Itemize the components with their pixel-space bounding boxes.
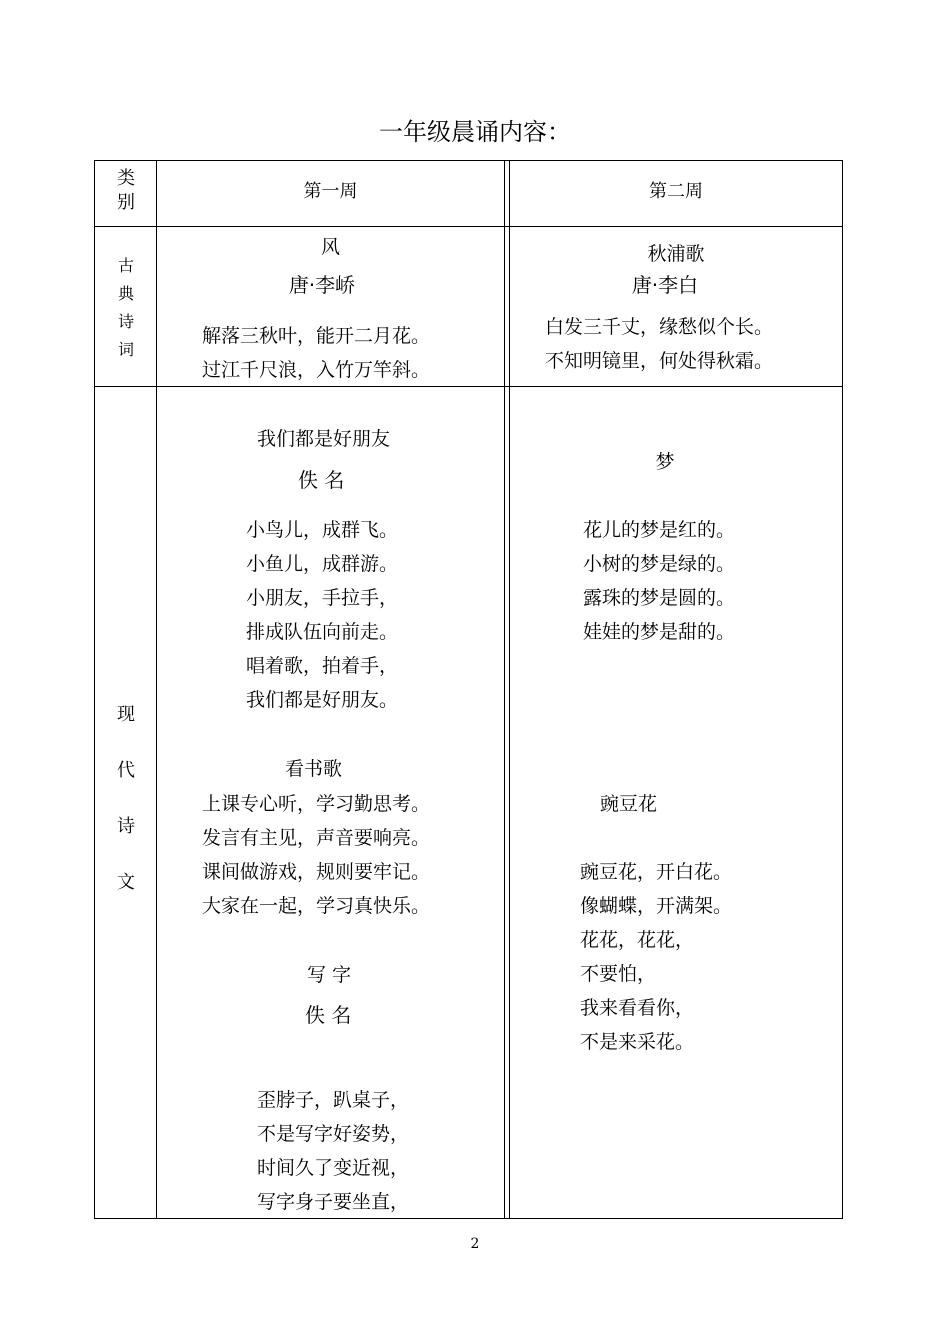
- category-modern: 现 代 诗 文: [117, 704, 135, 893]
- header-week1: 第一周: [303, 181, 358, 202]
- page-title: 一年级晨诵内容：: [379, 118, 571, 146]
- header-category: 类 别: [117, 168, 135, 213]
- page-number: 2: [470, 1236, 480, 1252]
- header-week2: 第二周: [649, 181, 703, 202]
- category-classical: 古 典 诗 词: [117, 256, 134, 359]
